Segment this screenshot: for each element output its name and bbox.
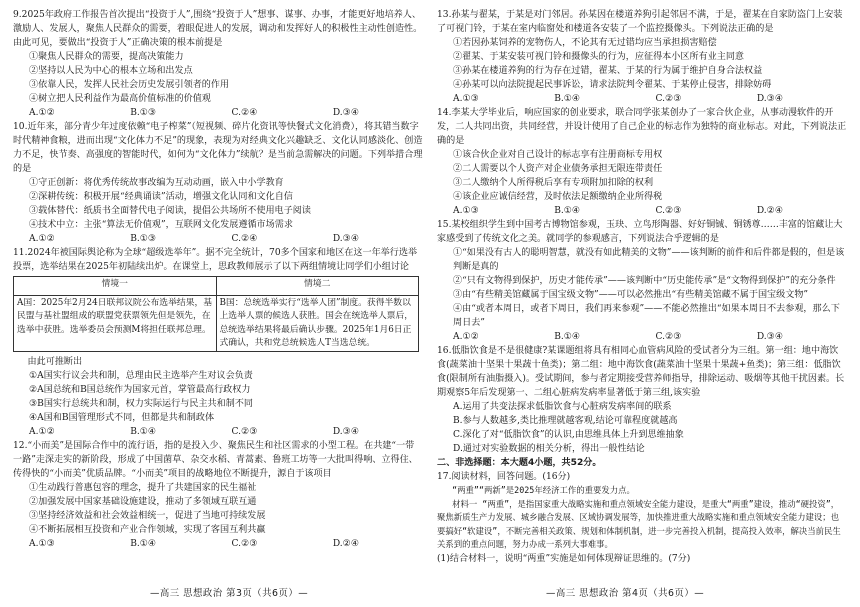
question-17-stem: 17.阅读材料，回答问题。(16分) — [437, 472, 571, 482]
q17-material-intro: “两重”“两新”是2025年经济工作的重要发力点。 — [452, 485, 635, 495]
scenario-2-header: 情境二 — [216, 277, 419, 296]
q13-options — [437, 92, 783, 106]
q9-item-1: ①聚焦人民群众的需要，提高决策能力 — [29, 52, 184, 62]
q17-material-1: 材料一 “两重”，是指国家重大战略实施和重点领域安全能力建设，是重大“两重”建设，推动“硬投资”，聚焦新质生产力发展、城乡融合发展、区域协调发展等，加快推进重大战略实施和重点领域安全能力建设；也要搞好“软建设”，不断完善相关政策、规划和体制机制，进一步完善投入机制，提高投入效率，解决当前民生关系到的重点问题，努力办成一系列大事难事。 — [437, 498, 841, 550]
scenario-table — [13, 276, 419, 352]
q10-option-b: B.①③ — [130, 234, 157, 244]
q10-option-a: A.①② — [29, 234, 55, 244]
q15-option-a: A.①② — [453, 332, 479, 342]
question-13-stem: 13.孙某与翟某，于某是对门邻居。孙某因在楼道养狗引起邻居不满，于是，翟某在自家防盗门上安装了可视门铃，于某在室内临窗处和楼道各安装了一个监控摄像头。下列说法正确的是 — [437, 10, 843, 34]
q10-item-2: ②深耕传统：积极开展“经典诵读”活动，增强文化认同和文化自信 — [29, 192, 293, 202]
page-3-column — [13, 8, 423, 551]
q10-item-4: ④技术中立：主张“算法无价值观”，互联网文化发展遵循市场需求 — [29, 220, 293, 230]
q16-option-c: C.深化了对“低脂饮食”的认识,由思维具体上升到思维抽象 — [453, 430, 684, 440]
question-9-stem: 9.2025年政府工作报告首次提出“投资于人”,围绕“投资于人”想事、谋事、办事，才能更好地培养人、激励人、发展人，聚焦人民群众的需要，着眼促进人的发展，调动和发挥好人的积极性主动性创造性。由此可见，要做出“投资于人”正确决策的根本前提是 — [13, 10, 423, 48]
question-13 — [437, 8, 847, 106]
q15-item-4: ④由“或者本周日，或者下周日，我们再来参观”——不能必然推出“如果本周日不去参观，那么下周日去” — [453, 304, 840, 328]
q13-option-c: C.②③ — [655, 94, 682, 104]
section-2-heading: 二、非选择题：本大题4小题，共52分。 — [437, 458, 602, 468]
scenario-1-header: 情境一 — [14, 277, 217, 296]
question-14 — [437, 106, 847, 218]
q13-item-3: ③孙某在楼道养狗的行为存在过错，翟某、于某的行为属于维护自身合法权益 — [453, 66, 763, 76]
q12-item-2: ②加强发展中国家基础设施建设，推动了多领域互联互通 — [29, 497, 257, 508]
q15-option-d: D.③④ — [756, 332, 783, 342]
q9-item-3: ③依靠人民，发挥人民社会历史发展引领者的作用 — [29, 80, 230, 90]
page-4-footer: —高三 思想政治 第4页（共6页）— — [546, 588, 705, 599]
question-15 — [437, 218, 847, 344]
q10-item-3: ③载体替代：纸质书全面替代电子阅读，提倡公共场所不使用电子阅读 — [29, 206, 311, 216]
q17-subquestion-1: (1)结合材料一，说明“两重”实施是如何体现辩证思维的。(7分) — [437, 553, 691, 564]
q12-item-4: ④不断拓展相互投资和产业合作领域，实现了客国互利共赢 — [29, 525, 266, 536]
q14-item-2: ②二人需要以个人资产对企业债务承担无限连带责任 — [453, 164, 663, 174]
q12-options — [13, 537, 359, 551]
q11-option-a: A.①② — [29, 427, 55, 438]
q13-item-2: ②翟某、于某安装可视门铃和摄像头的行为，应征得本小区所有业主同意 — [453, 52, 745, 62]
question-16 — [437, 344, 847, 456]
q10-item-1: ①守正创新：将优秀传统故事改编为互动动画，嵌入中小学教育 — [29, 178, 284, 188]
q9-option-a: A.①② — [29, 108, 55, 118]
q11-options — [13, 425, 359, 439]
question-12-stem: 12.“小而美”是国际合作中的流行语，指的是投入少、聚焦民生和社区需求的小型工程。在共建“一带一路”走深走实的新阶段，形成了中国菌草、杂交水稻、青蒿素、鲁班工坊等一大批叫得响、立得住、传得快的“小而美”优质品牌。“小而美”项目的战略地位不断提升，源自于该项目 — [13, 441, 418, 480]
scenario-2-text: B国：总统选举实行“选举人团”制度。获得半数以上选举人票的候选人获胜。国会在统选举人票后，总统选举结果将最后确认步骤。2025年1月6日正式确认，共和党总统候选人T当选总统。 — [216, 296, 419, 352]
q9-options — [13, 106, 359, 120]
question-16-stem: 16.低脂饮食是不是很健康?某课题组将具有相同心血管病风险的受试者分为三组。第一组：地中海饮食(蔬菜油十坚果十果蔬十鱼类)；第二组：地中海饮食(蔬菜油十坚果十果蔬+鱼类)；第三组：低脂饮食(限制所有油脂摄入)。受试期间，参与者定期接受营养师指导，排除运动、吸烟等其他干扰因素。长期观察5年后发现第一、二组心脏病发病率显著低于第三组,该实验 — [437, 346, 845, 398]
q16-option-d: D.通过对实验数据的相关分析，得出一般性结论 — [453, 444, 645, 454]
q9-option-c: C.②④ — [231, 108, 258, 118]
q15-options — [437, 330, 783, 344]
q16-option-a: A.运用了共变法探求低脂饮食与心脏病发病率间的联系 — [453, 402, 672, 412]
q12-option-b: B.①④ — [130, 539, 157, 550]
question-14-stem: 14.李某大学毕业后，响应国家的创业要求，联合同学张某创办了一家合伙企业，从事动漫软件的开发，二人共同出资，共同经营，并设计使用了自己企业的标志作为独特的商业标志。对此，下列说法正确的是 — [437, 108, 847, 146]
q15-item-1: ①“如果没有古人的聪明智慧，就没有如此精美的文物”——该判断的前件和后件都是假的，但是该判断是真的 — [453, 248, 845, 272]
q14-item-1: ①该合伙企业对自己设计的标志享有注册商标专用权 — [453, 150, 663, 160]
q9-item-2: ②坚持以人民为中心的根本立场和出发点 — [29, 66, 193, 76]
q12-option-a: A.①③ — [29, 539, 55, 550]
page-3-footer: —高三 思想政治 第3页（共6页）— — [150, 588, 309, 599]
q13-option-b: B.①④ — [554, 94, 581, 104]
q12-item-3: ③坚持经济效益和社会效益相统一，促进了当地可持续发展 — [29, 511, 266, 522]
q14-item-4: ④该企业应诚信经营，及时依法足额缴纳企业所得税 — [453, 192, 663, 202]
question-12 — [13, 439, 423, 551]
q14-option-c: C.②③ — [655, 206, 682, 216]
question-10-stem: 10.近年来，部分青少年过度依赖“电子榨菜”（短视频、碎片化资讯等快餐式文化消费），将其错当数字时代精神食粮，进而出现“文化体力不足”的现象，表现为对经典文化兴趣缺乏、文化认同感淡化、创造力不足，快节奏、高强度的智能时代，如何为“文化体力”续航？是当前急需解决的问题。下列举措合理的是 — [13, 122, 423, 174]
question-11 — [13, 246, 423, 439]
q12-option-d: D.②④ — [332, 539, 359, 550]
q11-option-c: C.②③ — [231, 427, 258, 438]
q9-option-d: D.③④ — [332, 108, 359, 118]
q14-option-d: D.②④ — [756, 206, 783, 216]
q13-item-4: ④孙某可以向法院提起民事诉讼，请求法院判令翟某、于某停止侵害，排除妨碍 — [453, 80, 772, 90]
question-17 — [437, 470, 847, 566]
q14-item-3: ③二人缴纳个人所得税后享有专项附加扣除的权利 — [453, 178, 654, 188]
q14-options — [437, 204, 783, 218]
q16-option-b: B.参与人数越多,类比推理就越客观,结论可靠程度就越高 — [453, 416, 678, 426]
q10-option-c: C.②④ — [231, 234, 258, 244]
q11-item-1: ①A国实行议会共和制，总理由民主选举产生对议会负责 — [29, 371, 253, 382]
question-10 — [13, 120, 423, 246]
q9-item-4: ④树立把人民利益作为最高价值标准的价值观 — [29, 94, 211, 104]
q11-option-d: D.③④ — [332, 427, 359, 438]
q12-option-c: C.②③ — [231, 539, 258, 550]
q11-item-3: ③B国实行总统共和制，权力实际运行与民主共和制不同 — [29, 399, 253, 410]
question-9 — [13, 8, 423, 120]
q13-option-d: D.③④ — [756, 94, 783, 104]
q10-options — [13, 232, 359, 246]
question-15-stem: 15.某校组织学生到中国考古博物馆参观，玉玦、立鸟形陶器、好好铜铖、铜锈尊……丰富的馆藏让大家感受到了传统文化之美。就同学的参观感言，下列说法合乎逻辑的是 — [437, 220, 843, 244]
q11-item-4: ④A国和B国管理形式不同，但都是共和制政体 — [29, 413, 215, 424]
q12-item-1: ①生动践行普惠包容的理念，提升了共建国家的民生福祉 — [29, 483, 257, 494]
q9-option-b: B.①③ — [130, 108, 157, 118]
q14-option-a: A.①③ — [453, 206, 479, 216]
q11-lead: 由此可推断出 — [27, 357, 83, 368]
q15-item-3: ③由“有些精美馆藏属于国宝级文物”——可以必然推出“有些精美馆藏不属于国宝级文物” — [453, 290, 809, 300]
question-11-stem: 11.2024年被国际舆论称为全球“超级选举年”。据不完全统计，70多个国家和地区在这一年举行选举投票，选举结果在2025年初陆续出炉。在课堂上，思政教师展示了以下两组情境让同学们小组讨论 — [13, 248, 418, 272]
q13-option-a: A.①③ — [453, 94, 479, 104]
q10-option-d: D.③④ — [332, 234, 359, 244]
q11-option-b: B.①④ — [130, 427, 157, 438]
q15-option-b: B.①④ — [554, 332, 581, 342]
q15-option-c: C.②③ — [655, 332, 682, 342]
q15-item-2: ②“只有文物得到保护，历史才能传承”——该判断中“历史能传承”是“文物得到保护”的充分条件 — [453, 276, 836, 286]
page-4-column — [437, 8, 847, 566]
q14-option-b: B.①④ — [554, 206, 581, 216]
scenario-1-text: A国：2025年2月24日联邦议院公布选举结果，基民盟与基社盟组成的联盟党获票领先但是领先，在选举中获胜。选举委员会预测M将担任联邦总理。 — [14, 296, 217, 352]
q11-item-2: ②A国总统和B国总统作为国家元首，掌管最高行政权力 — [29, 385, 251, 396]
q13-item-1: ①若因孙某饲养的宠物伤人，不论其有无过错均应当承担损害赔偿 — [453, 38, 717, 48]
